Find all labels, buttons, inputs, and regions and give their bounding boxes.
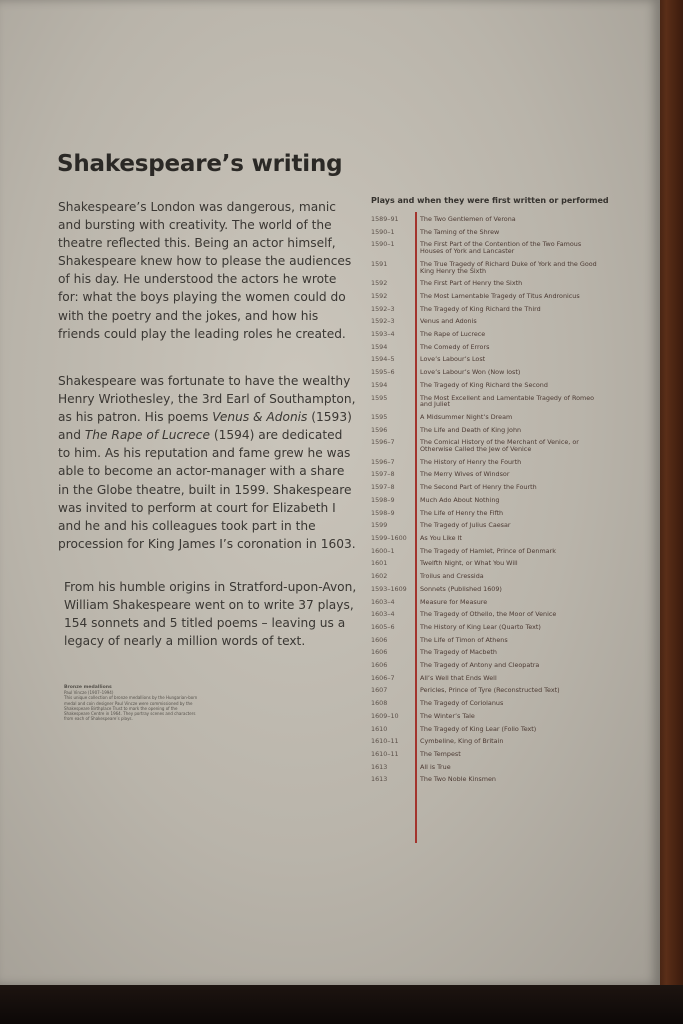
- play-row: [371, 637, 601, 644]
- play-title: The Tragedy of King Richard the Third: [420, 304, 541, 313]
- play-row: [371, 776, 601, 783]
- play-title: All’s Well that Ends Well: [420, 673, 497, 682]
- play-title: The Comical History of the Merchant of Venice, or Otherwise Called the Jew of Venice: [420, 438, 579, 454]
- play-row: [371, 611, 601, 618]
- play-year: 1595: [371, 412, 388, 421]
- play-row: [371, 306, 601, 313]
- play-row: [371, 649, 601, 656]
- play-year: 1596–7: [371, 438, 395, 447]
- play-year: 1605–6: [371, 622, 395, 631]
- play-year: 1593–1609: [371, 584, 407, 593]
- play-title: The History of King Lear (Quarto Text): [420, 622, 541, 631]
- play-year: 1610–11: [371, 749, 399, 758]
- play-title: All is True: [420, 762, 451, 771]
- play-year: 1602: [371, 572, 388, 581]
- plays-list: [371, 216, 601, 789]
- play-year: 1610: [371, 724, 388, 733]
- play-year: 1606: [371, 661, 388, 670]
- play-title: The Tragedy of Othello, the Moor of Venice: [420, 610, 557, 619]
- play-title: The Tragedy of Julius Caesar: [420, 521, 511, 530]
- legacy-paragraph: [64, 578, 364, 650]
- poem-rape-of-lucrece: The Rape of Lucrece: [84, 428, 210, 443]
- play-row: [371, 439, 601, 452]
- play-title: Pericles, Prince of Tyre (Reconstructed Text): [420, 686, 560, 695]
- play-year: 1601: [371, 559, 388, 568]
- play-row: [371, 414, 601, 421]
- play-row: [371, 216, 601, 223]
- play-year: 1609–10: [371, 711, 399, 720]
- play-title: Sonnets (Published 1609): [420, 584, 502, 593]
- play-year: 1597–8: [371, 483, 395, 492]
- poem-venus-adonis: Venus & Adonis: [212, 410, 308, 425]
- play-title: The Life of Timon of Athens: [420, 635, 508, 644]
- play-year: 1598–9: [371, 495, 395, 504]
- play-row: [371, 573, 601, 580]
- play-title: The Two Gentlemen of Verona: [420, 215, 516, 223]
- play-title: Much Ado About Nothing: [420, 495, 500, 504]
- play-year: 1593–4: [371, 330, 395, 339]
- play-title: The First Part of Henry the Sixth: [420, 279, 523, 288]
- intro-paragraph: [58, 198, 358, 343]
- caption-title: Bronze medallions: [64, 685, 112, 690]
- play-title: As You Like It: [420, 533, 462, 542]
- play-row: [371, 427, 601, 434]
- play-row: [371, 280, 601, 287]
- play-row: [371, 293, 601, 300]
- play-row: [371, 382, 601, 389]
- play-row: [371, 726, 601, 733]
- play-row: [371, 344, 601, 351]
- play-title: The Comedy of Errors: [420, 342, 490, 351]
- play-row: [371, 331, 601, 338]
- play-title: The Second Part of Henry the Fourth: [420, 483, 537, 492]
- paragraph-3: From his humble origins in Stratford-upon-Avon, William Shakespeare went on to write 37 plays, 154 sonnets and 5 titled poems – leaving us a legacy of nearly a million words of text.: [64, 580, 357, 649]
- play-year: 1613: [371, 775, 388, 784]
- patron-paragraph: [58, 372, 358, 553]
- play-year: 1603–4: [371, 597, 395, 606]
- play-year: 1595: [371, 393, 388, 402]
- play-row: [371, 764, 601, 771]
- play-year: 1592–3: [371, 304, 395, 313]
- paragraph-2-part-a: Shakespeare was fortunate to have the wealthy Henry Wriothesley, the 3rd Earl of Southampton, as his patron. His poems: [58, 374, 356, 425]
- play-year: 1599–1600: [371, 533, 407, 542]
- play-title: The Winter’s Tale: [420, 711, 475, 720]
- play-row: [371, 548, 601, 555]
- shadow-floor: [0, 985, 683, 1024]
- play-year: 1594–5: [371, 355, 395, 364]
- play-year: 1590–1: [371, 227, 395, 236]
- play-title: The Merry Wives of Windsor: [420, 470, 510, 479]
- play-row: [371, 356, 601, 363]
- play-title: The Rape of Lucrece: [420, 330, 486, 339]
- medallion-caption: [64, 685, 204, 721]
- play-row: [371, 510, 601, 517]
- play-row: [371, 229, 601, 236]
- play-year: 1600–1: [371, 546, 395, 555]
- play-year: 1608: [371, 699, 388, 708]
- play-row: [371, 599, 601, 606]
- play-title: Cymbeline, King of Britain: [420, 737, 504, 746]
- play-title: Twelfth Night, or What You Will: [420, 559, 518, 568]
- play-title: The First Part of the Contention of the Two Famous Houses of York and Lancaster: [420, 240, 582, 256]
- play-year: 1597–8: [371, 470, 395, 479]
- play-title: Venus and Adonis: [420, 317, 477, 326]
- play-row: [371, 751, 601, 758]
- play-title: The Life and Death of King John: [420, 425, 522, 434]
- panel-title: Shakespeare’s writing: [57, 151, 343, 177]
- play-row: [371, 586, 601, 593]
- play-title: The History of Henry the Fourth: [420, 457, 522, 466]
- play-title: The Most Lamentable Tragedy of Titus Andronicus: [420, 291, 580, 300]
- paragraph-2-part-b: (1593) and: [58, 410, 352, 443]
- play-year: 1592: [371, 279, 388, 288]
- play-title: The True Tragedy of Richard Duke of York and the Good King Henry the Sixth: [420, 259, 597, 275]
- play-title: The Tempest: [420, 749, 461, 758]
- play-year: 1590–1: [371, 240, 395, 249]
- play-row: [371, 241, 601, 254]
- paragraph-2-part-c: (1594) are dedicated to him. As his reputation and fame grew he was able to become an actor-manager with a share in the Globe theatre, built in 1599. Shakespeare was invited to perform at court for Elizabeth I and he and his colleagues took part in the procession for King James I’s coronation in 1603.: [58, 428, 356, 551]
- play-title: The Life of Henry the Fifth: [420, 508, 504, 517]
- play-title: The Tragedy of Hamlet, Prince of Denmark: [420, 546, 556, 555]
- plays-heading: Plays and when they were first written or performed: [371, 196, 609, 205]
- play-title: The Tragedy of Antony and Cleopatra: [420, 661, 540, 670]
- play-year: 1606: [371, 635, 388, 644]
- play-row: [371, 560, 601, 567]
- play-row: [371, 459, 601, 466]
- play-row: [371, 713, 601, 720]
- play-title: The Tragedy of Macbeth: [420, 648, 497, 657]
- play-row: [371, 624, 601, 631]
- play-title: Measure for Measure: [420, 597, 488, 606]
- play-row: [371, 522, 601, 529]
- play-title: The Tragedy of King Lear (Folio Text): [420, 724, 537, 733]
- paragraph-2: [58, 372, 358, 553]
- play-year: 1610–11: [371, 737, 399, 746]
- play-row: [371, 662, 601, 669]
- play-year: 1599: [371, 521, 388, 530]
- play-year: 1589–91: [371, 215, 399, 223]
- play-title: The Two Noble Kinsmen: [420, 775, 496, 784]
- play-row: [371, 369, 601, 376]
- play-year: 1595–6: [371, 368, 395, 377]
- play-title: The Most Excellent and Lamentable Tragedy of Romeo and Juliet: [420, 393, 595, 409]
- play-row: [371, 675, 601, 682]
- paragraph-1: Shakespeare’s London was dangerous, manic and bursting with creativity. The world of the theatre reflected this. Being an actor himself, Shakespeare knew how to please the audiences of his day. He understood the actors he wrote for: what the boys playing the women could do with the poetry and the jokes, and how his friends could play the leading roles he created.: [58, 200, 352, 341]
- play-year: 1607: [371, 686, 388, 695]
- play-title: Love’s Labour’s Lost: [420, 355, 486, 364]
- play-year: 1596–7: [371, 457, 395, 466]
- play-year: 1594: [371, 380, 388, 389]
- caption-text: This unique collection of bronze medallions by the Hungarian-born medal and coin designer Paul Vincze were commissioned by the Shakespeare Birthplace Trust to mark the opening of the Shakespeare Centre in 1964. They portray scenes and characters from each of Shakespeare’s plays.: [64, 695, 198, 722]
- play-year: 1613: [371, 762, 388, 771]
- play-year: 1603–4: [371, 610, 395, 619]
- play-title: The Tragedy of King Richard the Second: [420, 380, 548, 389]
- play-row: [371, 738, 601, 745]
- play-year: 1591: [371, 259, 388, 268]
- play-row: [371, 700, 601, 707]
- play-year: 1592: [371, 291, 388, 300]
- play-row: [371, 261, 601, 274]
- play-row: [371, 318, 601, 325]
- play-year: 1598–9: [371, 508, 395, 517]
- play-row: [371, 687, 601, 694]
- play-year: 1606: [371, 648, 388, 657]
- play-title: Love’s Labour’s Won (Now lost): [420, 368, 521, 377]
- play-year: 1596: [371, 425, 388, 434]
- play-row: [371, 497, 601, 504]
- play-row: [371, 395, 601, 408]
- play-year: 1594: [371, 342, 388, 351]
- play-title: Troilus and Cressida: [420, 572, 484, 581]
- play-year: 1606–7: [371, 673, 395, 682]
- play-title: The Tragedy of Coriolanus: [420, 699, 504, 708]
- play-year: 1592–3: [371, 317, 395, 326]
- caption-subtitle: Paul Vincze (1907–1994): [64, 690, 114, 696]
- play-title: The Taming of the Shrew: [420, 227, 500, 236]
- play-row: [371, 484, 601, 491]
- play-row: [371, 535, 601, 542]
- play-title: A Midsummer Night’s Dream: [420, 412, 513, 421]
- play-row: [371, 471, 601, 478]
